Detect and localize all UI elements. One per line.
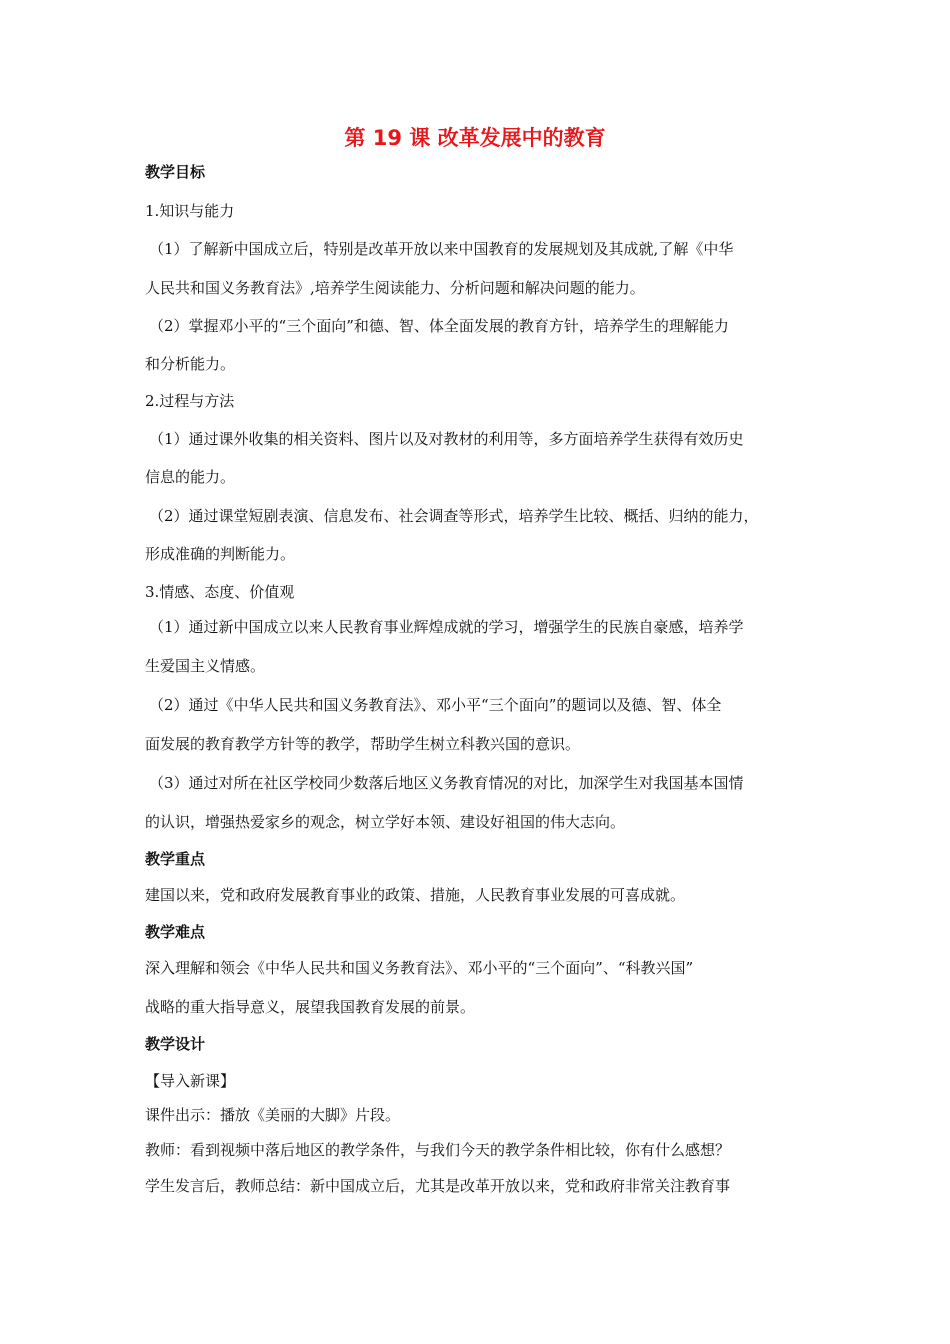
- paragraph-line: 信息的能力。: [145, 468, 236, 486]
- paragraph-line: （1）通过课外收集的相关资料、图片以及对教材的利用等，多方面培养学生获得有效历史: [149, 430, 744, 448]
- paragraph-line: （1）了解新中国成立后，特别是改革开放以来中国教育的发展规划及其成就,了解《中华: [149, 240, 734, 258]
- paragraph-line: 形成准确的判断能力。: [145, 545, 296, 563]
- paragraph-line: 课件出示：播放《美丽的大脚》片段。: [145, 1106, 401, 1124]
- paragraph-line: 生爱国主义情感。: [145, 657, 266, 675]
- paragraph-line: 战略的重大指导意义，展望我国教育发展的前景。: [145, 998, 476, 1016]
- key-points-heading: 教学重点: [145, 850, 206, 868]
- paragraph-line: 和分析能力。: [145, 355, 236, 373]
- process-label: 2.过程与方法: [145, 392, 235, 410]
- emotion-label: 3.情感、态度、价值观: [145, 583, 295, 601]
- paragraph-line: （2）掌握邓小平的“三个面向”和德、智、体全面发展的教育方针，培养学生的理解能力: [149, 317, 729, 335]
- knowledge-label: 1.知识与能力: [145, 202, 235, 220]
- paragraph-line: 学生发言后，教师总结：新中国成立后，尤其是改革开放以来，党和政府非常关注教育事: [145, 1177, 731, 1195]
- paragraph-line: 人民共和国义务教育法》,培养学生阅读能力、分析问题和解决问题的能力。: [145, 279, 645, 297]
- paragraph-line: 深入理解和领会《中华人民共和国义务教育法》、邓小平的“三个面向”、“科教兴国”: [145, 959, 694, 977]
- page-title: 第 19 课 改革发展中的教育: [344, 126, 606, 150]
- difficult-points-heading: 教学难点: [145, 923, 206, 941]
- paragraph-line: 建国以来，党和政府发展教育事业的政策、措施，人民教育事业发展的可喜成就。: [145, 886, 686, 904]
- intro-label: 【导入新课】: [145, 1072, 236, 1090]
- paragraph-line: （2）通过《中华人民共和国义务教育法》、邓小平“三个面向”的题词以及德、智、体全: [149, 696, 722, 714]
- paragraph-line: 面发展的教育教学方针等的教学，帮助学生树立科教兴国的意识。: [145, 735, 581, 753]
- paragraph-line: （2）通过课堂短剧表演、信息发布、社会调查等形式，培养学生比较、概括、归纳的能力，: [149, 507, 759, 525]
- paragraph-line: （1）通过新中国成立以来人民教育事业辉煌成就的学习，增强学生的民族自豪感，培养学: [149, 618, 744, 636]
- design-heading: 教学设计: [145, 1035, 206, 1053]
- objectives-heading: 教学目标: [145, 163, 206, 181]
- paragraph-line: 的认识，增强热爱家乡的观念，树立学好本领、建设好祖国的伟大志向。: [145, 813, 626, 831]
- paragraph-line: （3）通过对所在社区学校同少数落后地区义务教育情况的对比，加深学生对我国基本国情: [149, 774, 744, 792]
- paragraph-line: 教师：看到视频中落后地区的教学条件，与我们今天的教学条件相比较，你有什么感想？: [145, 1141, 731, 1159]
